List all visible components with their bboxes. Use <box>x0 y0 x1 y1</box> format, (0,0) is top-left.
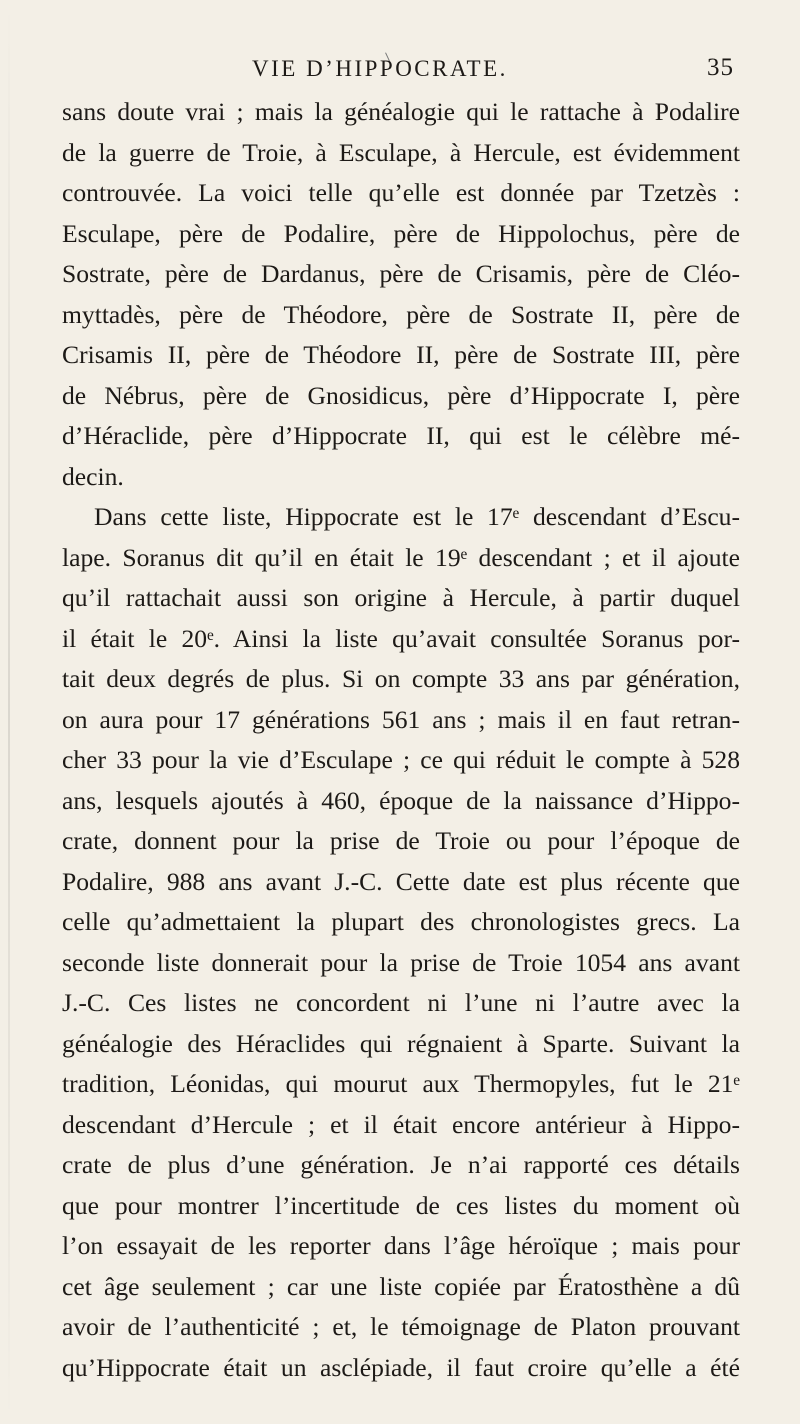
text-line: lape. Soranus dit qu’il en était le 19ᵉ descendant ; et il ajoute <box>62 542 740 572</box>
text-line: Crisamis II, père de Théodore II, père de Sostrate III, père <box>62 340 740 369</box>
page-number: 35 <box>707 54 734 81</box>
text-line: il était le 20ᵉ. Ainsi la liste qu’avait consultée Soranus por- <box>62 623 740 653</box>
text-line: que pour montrer l’incertitude de ces listes du moment où <box>62 1190 740 1220</box>
text-line: celle qu’admettaient la plupart des chronologistes grecs. La <box>62 907 740 936</box>
text-line: cet âge seulement ; car une liste copiée par Ératosthène a dû <box>62 1271 740 1301</box>
running-header <box>62 44 734 80</box>
body-text <box>62 92 740 1388</box>
text-line: Sostrate, père de Dardanus, père de Crisamis, père de Cléo- <box>62 259 740 288</box>
text-line: d’Héraclide, père d’Hippocrate II, qui est le célèbre mé- <box>62 421 740 450</box>
text-line: qu’il rattachait aussi son origine à Hercule, à partir duquel <box>62 583 740 612</box>
text-line: généalogie des Héraclides qui régnaient à Sparte. Suivant la <box>62 1028 740 1058</box>
text-line: tait deux degrés de plus. Si on compte 33 ans par génération, <box>62 664 740 693</box>
running-title: VIE D’HIPPOCRATE. <box>252 56 508 81</box>
page-edge-shadow <box>8 0 10 1424</box>
paragraph-start-line: Dans cette liste, Hippocrate est le 17ᵉ descendant d’Escu- <box>94 502 740 531</box>
text-line: Podalire, 988 ans avant J.-C. Cette date est plus récente que <box>62 866 740 896</box>
text-line: crate, donnent pour la prise de Troie ou pour l’époque de <box>62 826 740 855</box>
text-line: controuvée. La voici telle qu’elle est donnée par Tzetzès : <box>62 178 740 207</box>
text-line: on aura pour 17 générations 561 ans ; mais il en faut retran- <box>62 704 740 734</box>
text-line: myttadès, père de Théodore, père de Sostrate II, père de <box>62 299 740 329</box>
text-line: cher 33 pour la vie d’Esculape ; ce qui réduit le compte à 528 <box>62 745 740 774</box>
paragraph-end-line: decin. <box>62 461 124 491</box>
text-line: qu’Hippocrate était un asclépiade, il faut croire qu’elle a été <box>62 1352 740 1382</box>
text-line: de Nébrus, père de Gnosidicus, père d’Hippocrate I, père <box>62 380 740 410</box>
text-line: crate de plus d’une génération. Je n’ai rapporté ces détails <box>62 1150 740 1179</box>
text-line: descendant d’Hercule ; et il était encore antérieur à Hippo- <box>62 1109 740 1139</box>
text-line: ans, lesquels ajoutés à 460, époque de la naissance d’Hippo- <box>62 785 740 815</box>
text-line: l’on essayait de les reporter dans l’âge héroïque ; mais pour <box>62 1231 740 1260</box>
text-line: Esculape, père de Podalire, père de Hippolochus, père de <box>62 218 740 248</box>
text-line: tradition, Léonidas, qui mourut aux Thermopyles, fut le 21ᵉ <box>62 1069 740 1098</box>
text-line: avoir de l’authenticité ; et, le témoignage de Platon prouvant <box>62 1312 740 1341</box>
text-line: de la guerre de Troie, à Esculape, à Hercule, est évidemment <box>62 137 740 167</box>
text-line: J.-C. Ces listes ne concordent ni l’une ni l’autre avec la <box>62 988 740 1017</box>
text-line: seconde liste donnerait pour la prise de Troie 1054 ans avant <box>62 947 740 977</box>
text-line: sans doute vrai ; mais la généalogie qui le rattache à Podalire <box>62 97 740 126</box>
